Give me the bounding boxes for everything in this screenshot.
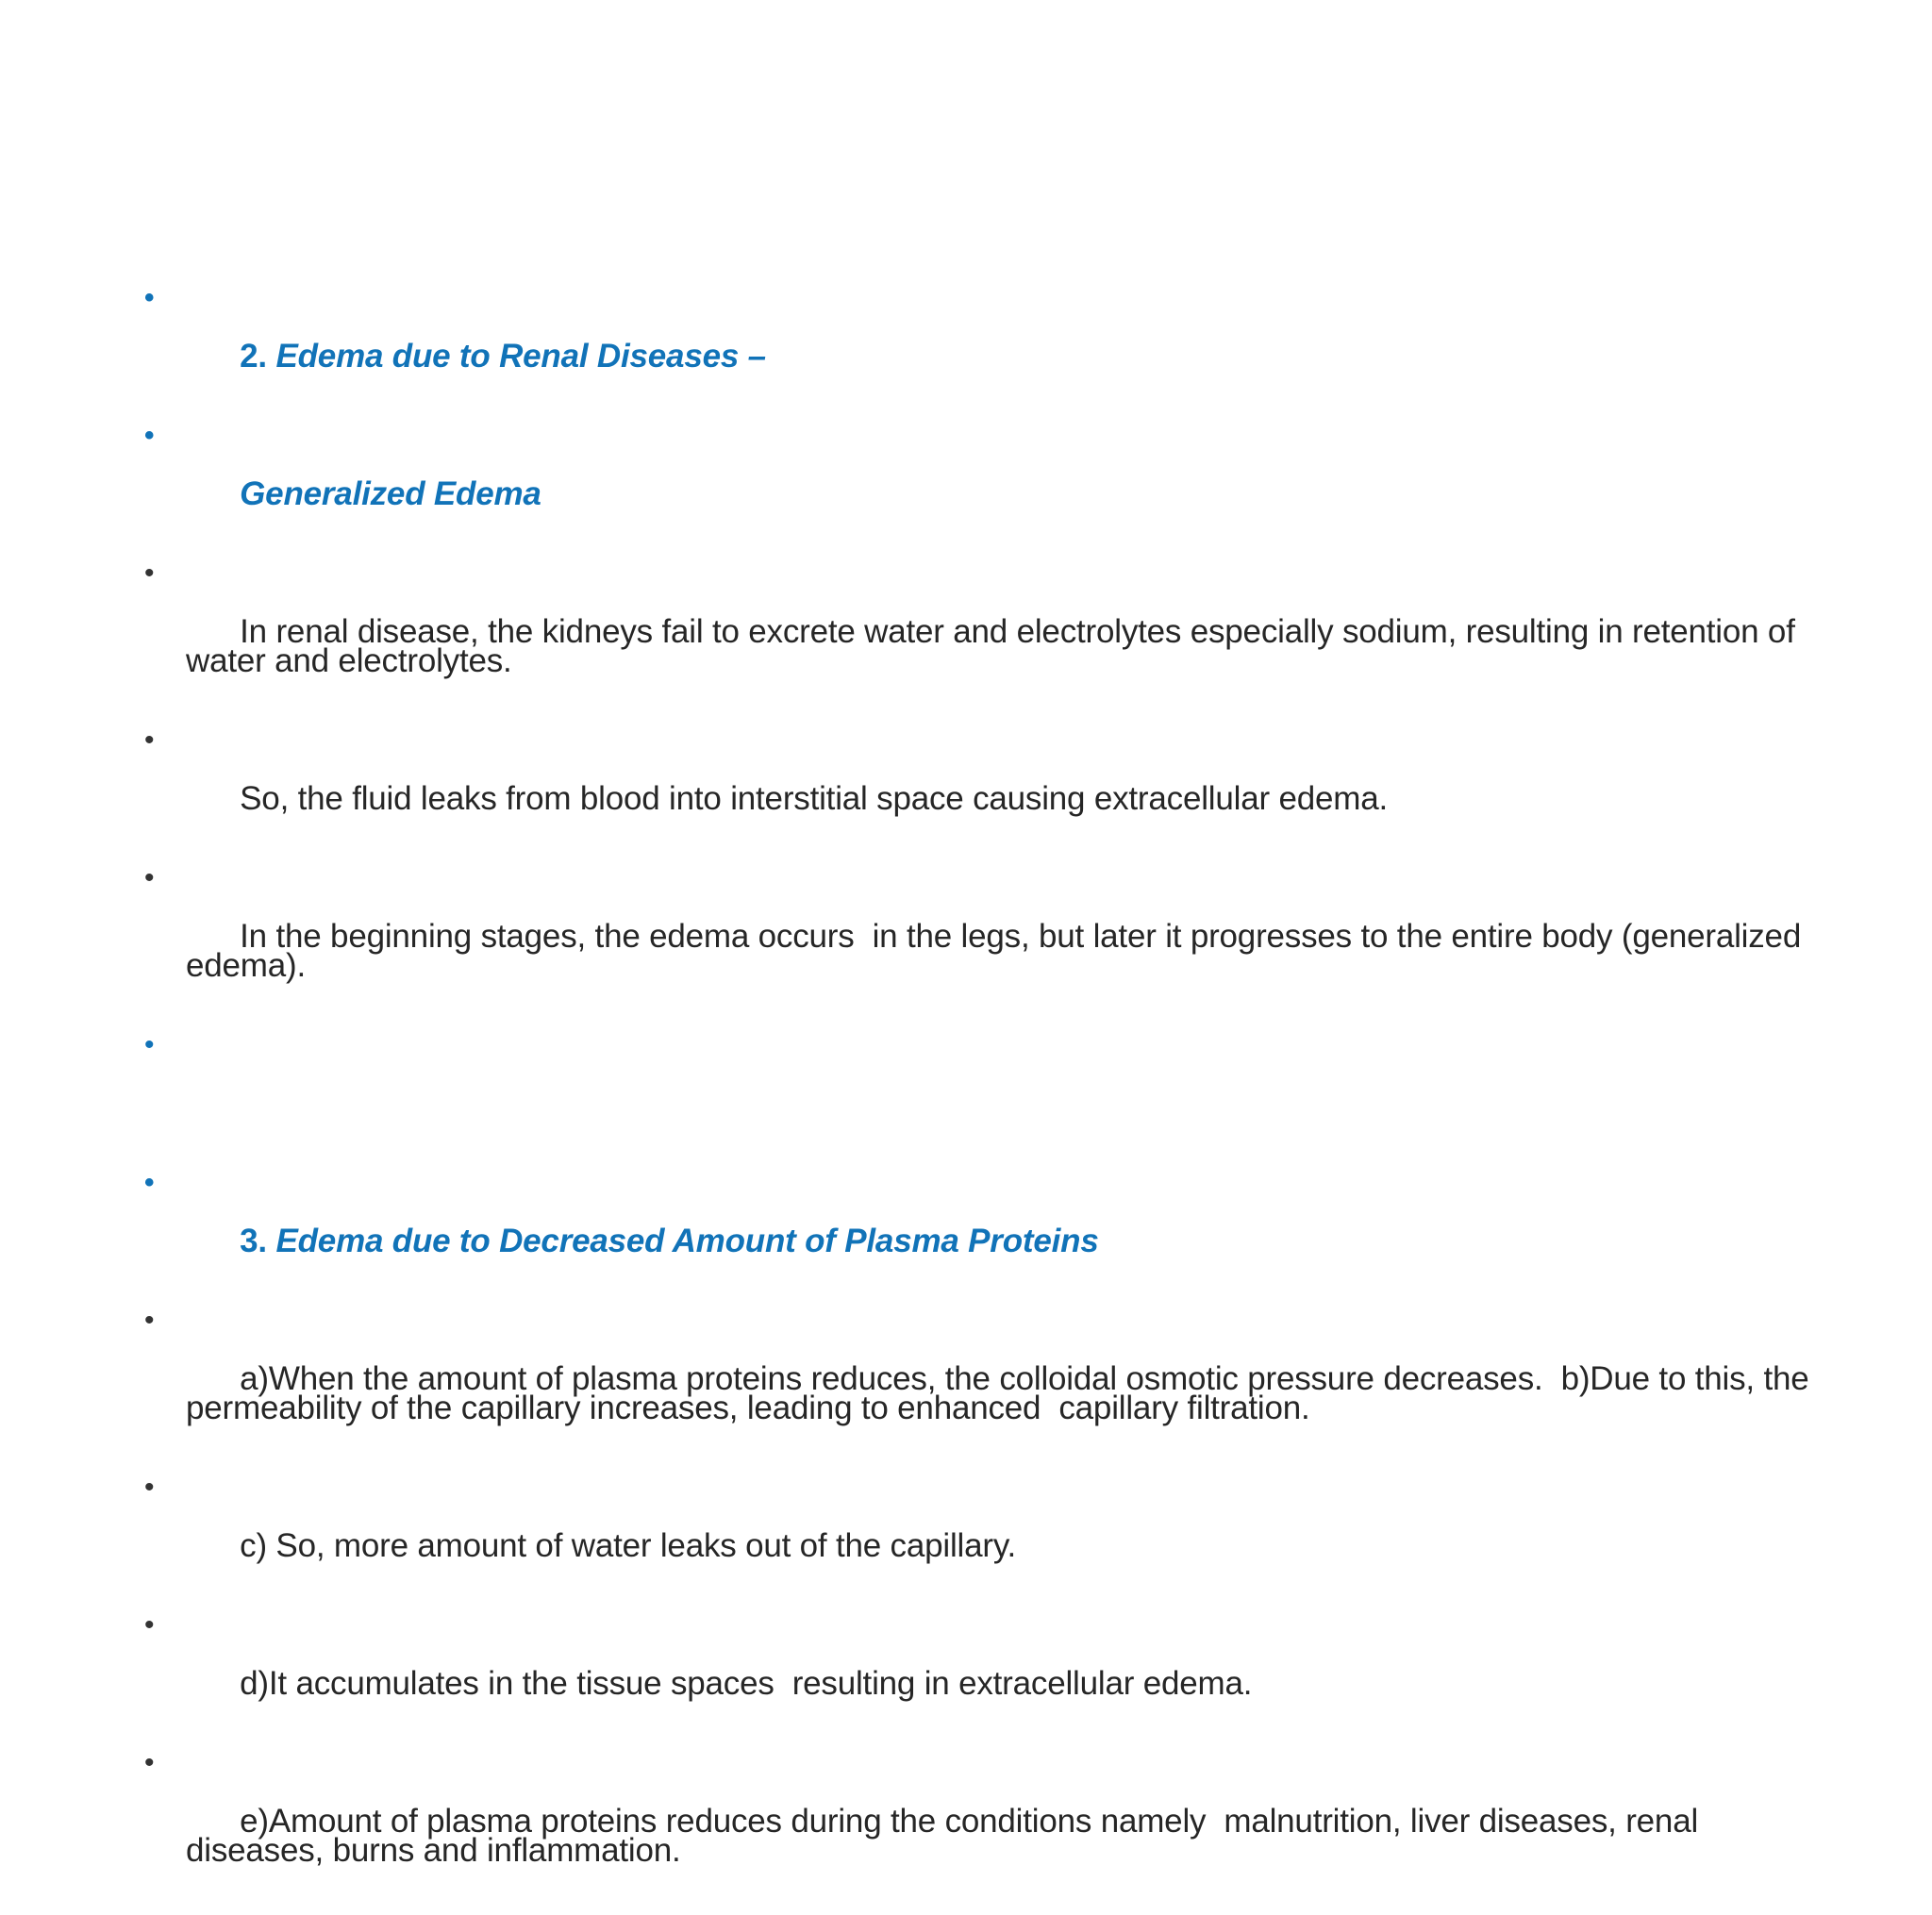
bullet-item <box>140 1610 1819 1727</box>
bullet-item <box>140 863 1819 1009</box>
slide-content <box>140 283 1819 1915</box>
section-heading-renal <box>140 283 1819 400</box>
empty-bullet-item <box>140 1030 1819 1147</box>
bullet-text: d)It accumulates in the tissue spaces resulting in extracellular edema. <box>240 1665 1253 1702</box>
bullet-item <box>140 558 1819 705</box>
bullet-icon: • <box>144 1029 155 1060</box>
bullet-item <box>140 725 1819 842</box>
bullet-list <box>140 283 1819 1894</box>
section-number: 2. <box>240 338 276 375</box>
bullet-text: In renal disease, the kidneys fail to excrete water and electrolytes especially sodium, resulting in retention of water and electrolytes. <box>186 613 1805 679</box>
bullet-icon: • <box>144 282 155 313</box>
bullet-text: c) So, more amount of water leaks out of the capillary. <box>240 1527 1017 1564</box>
bullet-icon: • <box>144 1472 155 1503</box>
bullet-icon: • <box>144 1747 155 1778</box>
bullet-text: In the beginning stages, the edema occurs in the legs, but later it progresses to the entire body (generalized edema). <box>186 918 1810 984</box>
subheading-text: Generalized Edema <box>240 475 541 512</box>
bullet-icon: • <box>144 1305 155 1336</box>
section-heading-plasma-proteins <box>140 1168 1819 1285</box>
bullet-item <box>140 1748 1819 1894</box>
subheading-generalized-edema <box>140 421 1819 538</box>
bullet-icon: • <box>144 1609 155 1640</box>
bullet-icon: • <box>144 724 155 756</box>
section-title: Edema due to Renal Diseases – <box>275 338 766 375</box>
bullet-item <box>140 1473 1819 1590</box>
bullet-text: So, the fluid leaks from blood into interstitial space causing extracellular edema. <box>240 780 1388 817</box>
bullet-text: e)Amount of plasma proteins reduces during the conditions namely malnutrition, liver diseases, renal diseases, burns and inflammation. <box>186 1803 1707 1869</box>
section-number: 3. <box>240 1223 276 1259</box>
bullet-icon: • <box>144 1167 155 1198</box>
bullet-item <box>140 1306 1819 1452</box>
section-title: Edema due to Decreased Amount of Plasma Proteins <box>275 1223 1099 1259</box>
bullet-text: a)When the amount of plasma proteins reduces, the colloidal osmotic pressure decreases. b)Due to this, the permeability of the capillary increases, leading to enhanced capillary filtration. <box>186 1360 1819 1426</box>
bullet-icon: • <box>144 558 155 589</box>
bullet-icon: • <box>144 420 155 451</box>
bullet-icon: • <box>144 862 155 893</box>
